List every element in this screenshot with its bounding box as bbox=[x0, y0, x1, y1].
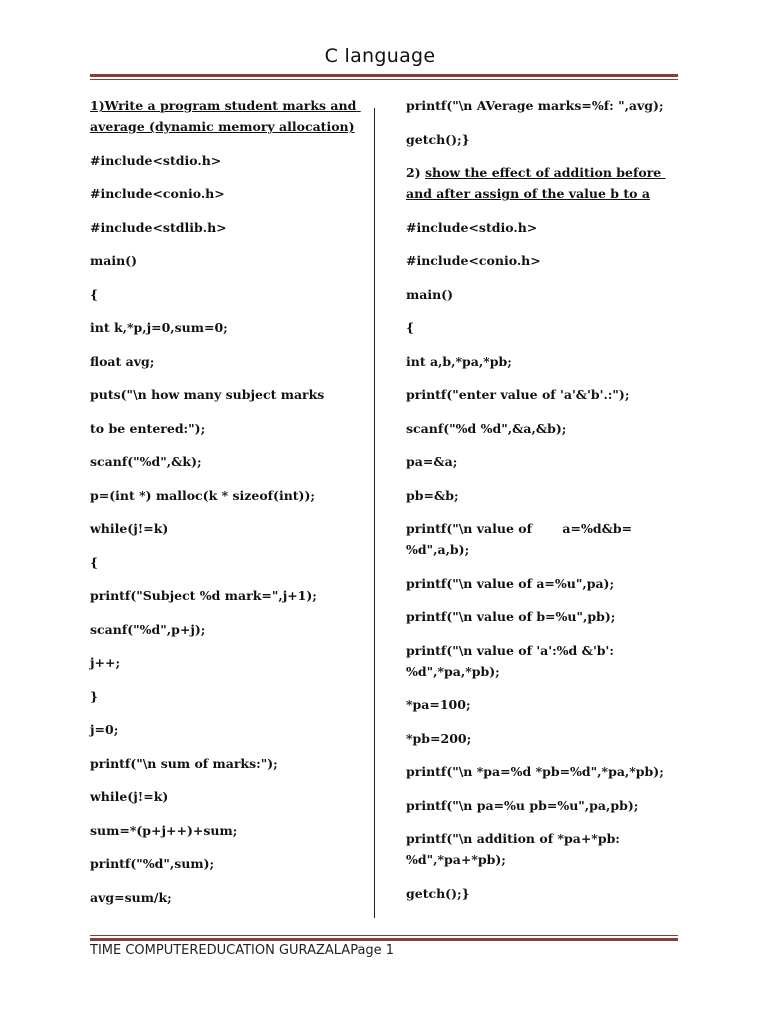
code-line: } bbox=[90, 688, 99, 704]
code-line: { bbox=[90, 286, 99, 302]
code-line: printf("%d",sum); bbox=[90, 856, 215, 871]
code-line: main() bbox=[406, 286, 453, 302]
code-line: printf("enter value of 'a'&'b'.:"); bbox=[406, 387, 630, 402]
section-heading-text: show the effect of addition before and after assign of the value b to a bbox=[406, 165, 666, 201]
code-line: #include<stdio.h> bbox=[406, 219, 538, 235]
section-heading-text: 1)Write a program student marks and average (dynamic memory allocation) bbox=[90, 98, 361, 134]
header-rule-thick bbox=[90, 74, 678, 77]
code-line: avg=sum/k; bbox=[90, 889, 172, 905]
code-line: getch();} bbox=[406, 885, 470, 901]
code-line: main() bbox=[90, 253, 137, 268]
code-line: { bbox=[90, 554, 99, 570]
code-line: printf("\n value of b=%u",pb); bbox=[406, 609, 616, 624]
section-heading bbox=[90, 95, 360, 137]
code-line: getch();} bbox=[406, 131, 470, 147]
code-line: scanf("%d",p+j); bbox=[90, 621, 206, 637]
section-number: 2) bbox=[406, 165, 425, 180]
code-line: #include<stdlib.h> bbox=[90, 219, 227, 235]
code-line: printf("\n value of 'a':%d &'b': %d",*pa,*pb); bbox=[406, 642, 614, 679]
code-line: #include<stdio.h> bbox=[90, 152, 222, 168]
code-line: int k,*p,j=0,sum=0; bbox=[90, 320, 228, 335]
code-line: printf("\n *pa=%d *pb=%d",*pa,*pb); bbox=[406, 764, 664, 779]
code-line: { bbox=[406, 320, 415, 335]
code-line: #include<conio.h> bbox=[90, 186, 225, 201]
left-column bbox=[90, 95, 360, 920]
code-line: sum=*(p+j++)+sum; bbox=[90, 822, 238, 838]
code-line: int a,b,*pa,*pb; bbox=[406, 353, 512, 369]
code-line: printf("Subject %d mark=",j+1); bbox=[90, 588, 317, 603]
column-divider bbox=[374, 108, 375, 918]
code-line: printf("\n pa=%u pb=%u",pa,pb); bbox=[406, 797, 639, 813]
code-line: *pb=200; bbox=[406, 730, 472, 746]
code-line: to be entered:"); bbox=[90, 420, 206, 436]
code-line: *pa=100; bbox=[406, 697, 471, 712]
footer-rule-thin bbox=[90, 935, 678, 936]
code-line: float avg; bbox=[90, 353, 155, 369]
page-footer: TIME COMPUTEREDUCATION GURAZALAPage 1 bbox=[90, 943, 395, 958]
code-line: pb=&b; bbox=[406, 487, 459, 503]
code-line: printf("\n sum of marks:"); bbox=[90, 755, 278, 771]
code-line: printf("\n AVerage marks=%f: ",avg); bbox=[406, 98, 664, 113]
page-title: C language bbox=[324, 45, 436, 67]
code-line: puts("\n how many subject marks bbox=[90, 387, 325, 402]
code-line: while(j!=k) bbox=[90, 521, 169, 536]
code-line: p=(int *) malloc(k * sizeof(int)); bbox=[90, 487, 315, 503]
code-line: while(j!=k) bbox=[90, 789, 169, 804]
code-line: printf("\n addition of *pa+*pb: %d",*pa+*pb); bbox=[406, 831, 620, 867]
footer-rule-thick bbox=[90, 938, 678, 941]
right-column bbox=[406, 95, 676, 916]
code-line: scanf("%d",&k); bbox=[90, 454, 202, 469]
code-line: #include<conio.h> bbox=[406, 253, 541, 268]
code-line: j=0; bbox=[90, 722, 119, 737]
code-line: printf("\n value of a=%u",pa); bbox=[406, 575, 615, 591]
code-line: pa=&a; bbox=[406, 454, 458, 469]
header-rule-thin bbox=[90, 79, 678, 80]
section-heading bbox=[406, 162, 676, 204]
code-line: printf("\n value of a=%d&b= %d",a,b); bbox=[406, 521, 633, 557]
code-line: j++; bbox=[90, 655, 121, 670]
code-line: scanf("%d %d",&a,&b); bbox=[406, 420, 567, 436]
